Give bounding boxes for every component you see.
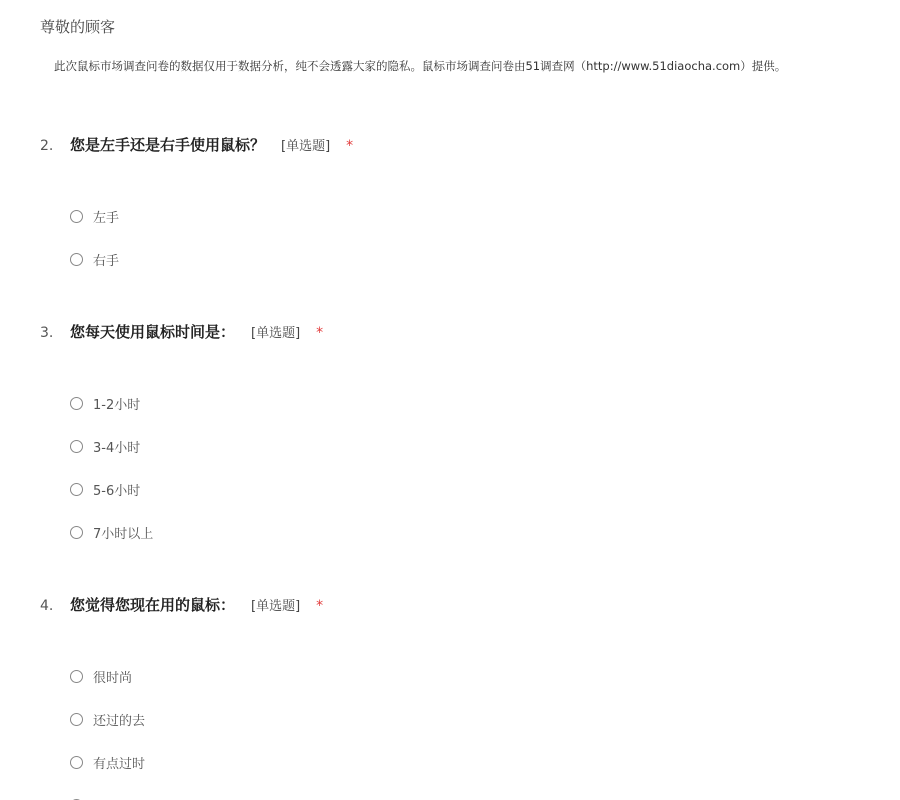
option-label: 右手 [93,253,120,269]
radio-button[interactable] [70,756,83,769]
radio-button[interactable] [70,397,83,410]
option-partially-visible[interactable] [70,794,93,800]
required-marker: * [346,138,354,154]
option-very-stylish[interactable] [70,665,132,687]
radio-button[interactable] [70,713,83,726]
radio-button[interactable] [70,440,83,453]
radio-button[interactable] [70,483,83,496]
question-title [40,321,840,345]
question-type-label: [单选题] [251,326,301,341]
option-5-6-hours[interactable] [70,478,140,500]
question-text: 您是左手还是右手使用鼠标？ [70,136,266,154]
question-type-label: [单选题] [251,599,301,614]
option-label: 还过的去 [93,713,146,729]
question-text: 您觉得您现在用的鼠标： [70,596,236,614]
radio-button[interactable] [70,670,83,683]
option-label: 1-2小时 [93,397,141,413]
radio-button[interactable] [70,526,83,539]
required-marker: * [316,598,324,614]
option-somewhat-outdated[interactable] [70,751,145,773]
option-label: 3-4小时 [93,440,141,456]
option-1-2-hours[interactable] [70,392,140,414]
intro-text: 此次鼠标市场调查问卷的数据仅用于数据分析，纯不会透露大家的隐私。鼠标市场调查问卷由51调查网（http://www.51diaocha.com）提供。 [54,59,787,73]
option-label: 左手 [93,210,120,226]
radio-button[interactable] [70,253,83,266]
question-number: 3. [40,325,54,341]
question-type-label: [单选题] [281,139,331,154]
question-3 [40,321,840,542]
option-label: 5-6小时 [93,483,141,499]
question-text: 您每天使用鼠标时间是： [70,323,236,341]
question-title [40,594,840,618]
option-7-plus-hours[interactable] [70,521,153,543]
radio-button[interactable] [70,210,83,223]
option-acceptable[interactable] [70,708,145,730]
option-label: 很时尚 [93,670,133,686]
option-label: 有点过时 [93,756,146,772]
option-left-hand[interactable] [70,205,119,227]
option-label: 7小时以上 [93,526,154,542]
question-number: 4. [40,598,54,614]
question-number: 2. [40,138,54,154]
greeting-title: 尊敬的顾客 [40,18,116,36]
option-3-4-hours[interactable] [70,435,140,457]
required-marker: * [316,325,324,341]
option-right-hand[interactable] [70,248,119,270]
question-4 [40,594,840,772]
question-title [40,134,840,158]
question-2 [40,134,840,269]
